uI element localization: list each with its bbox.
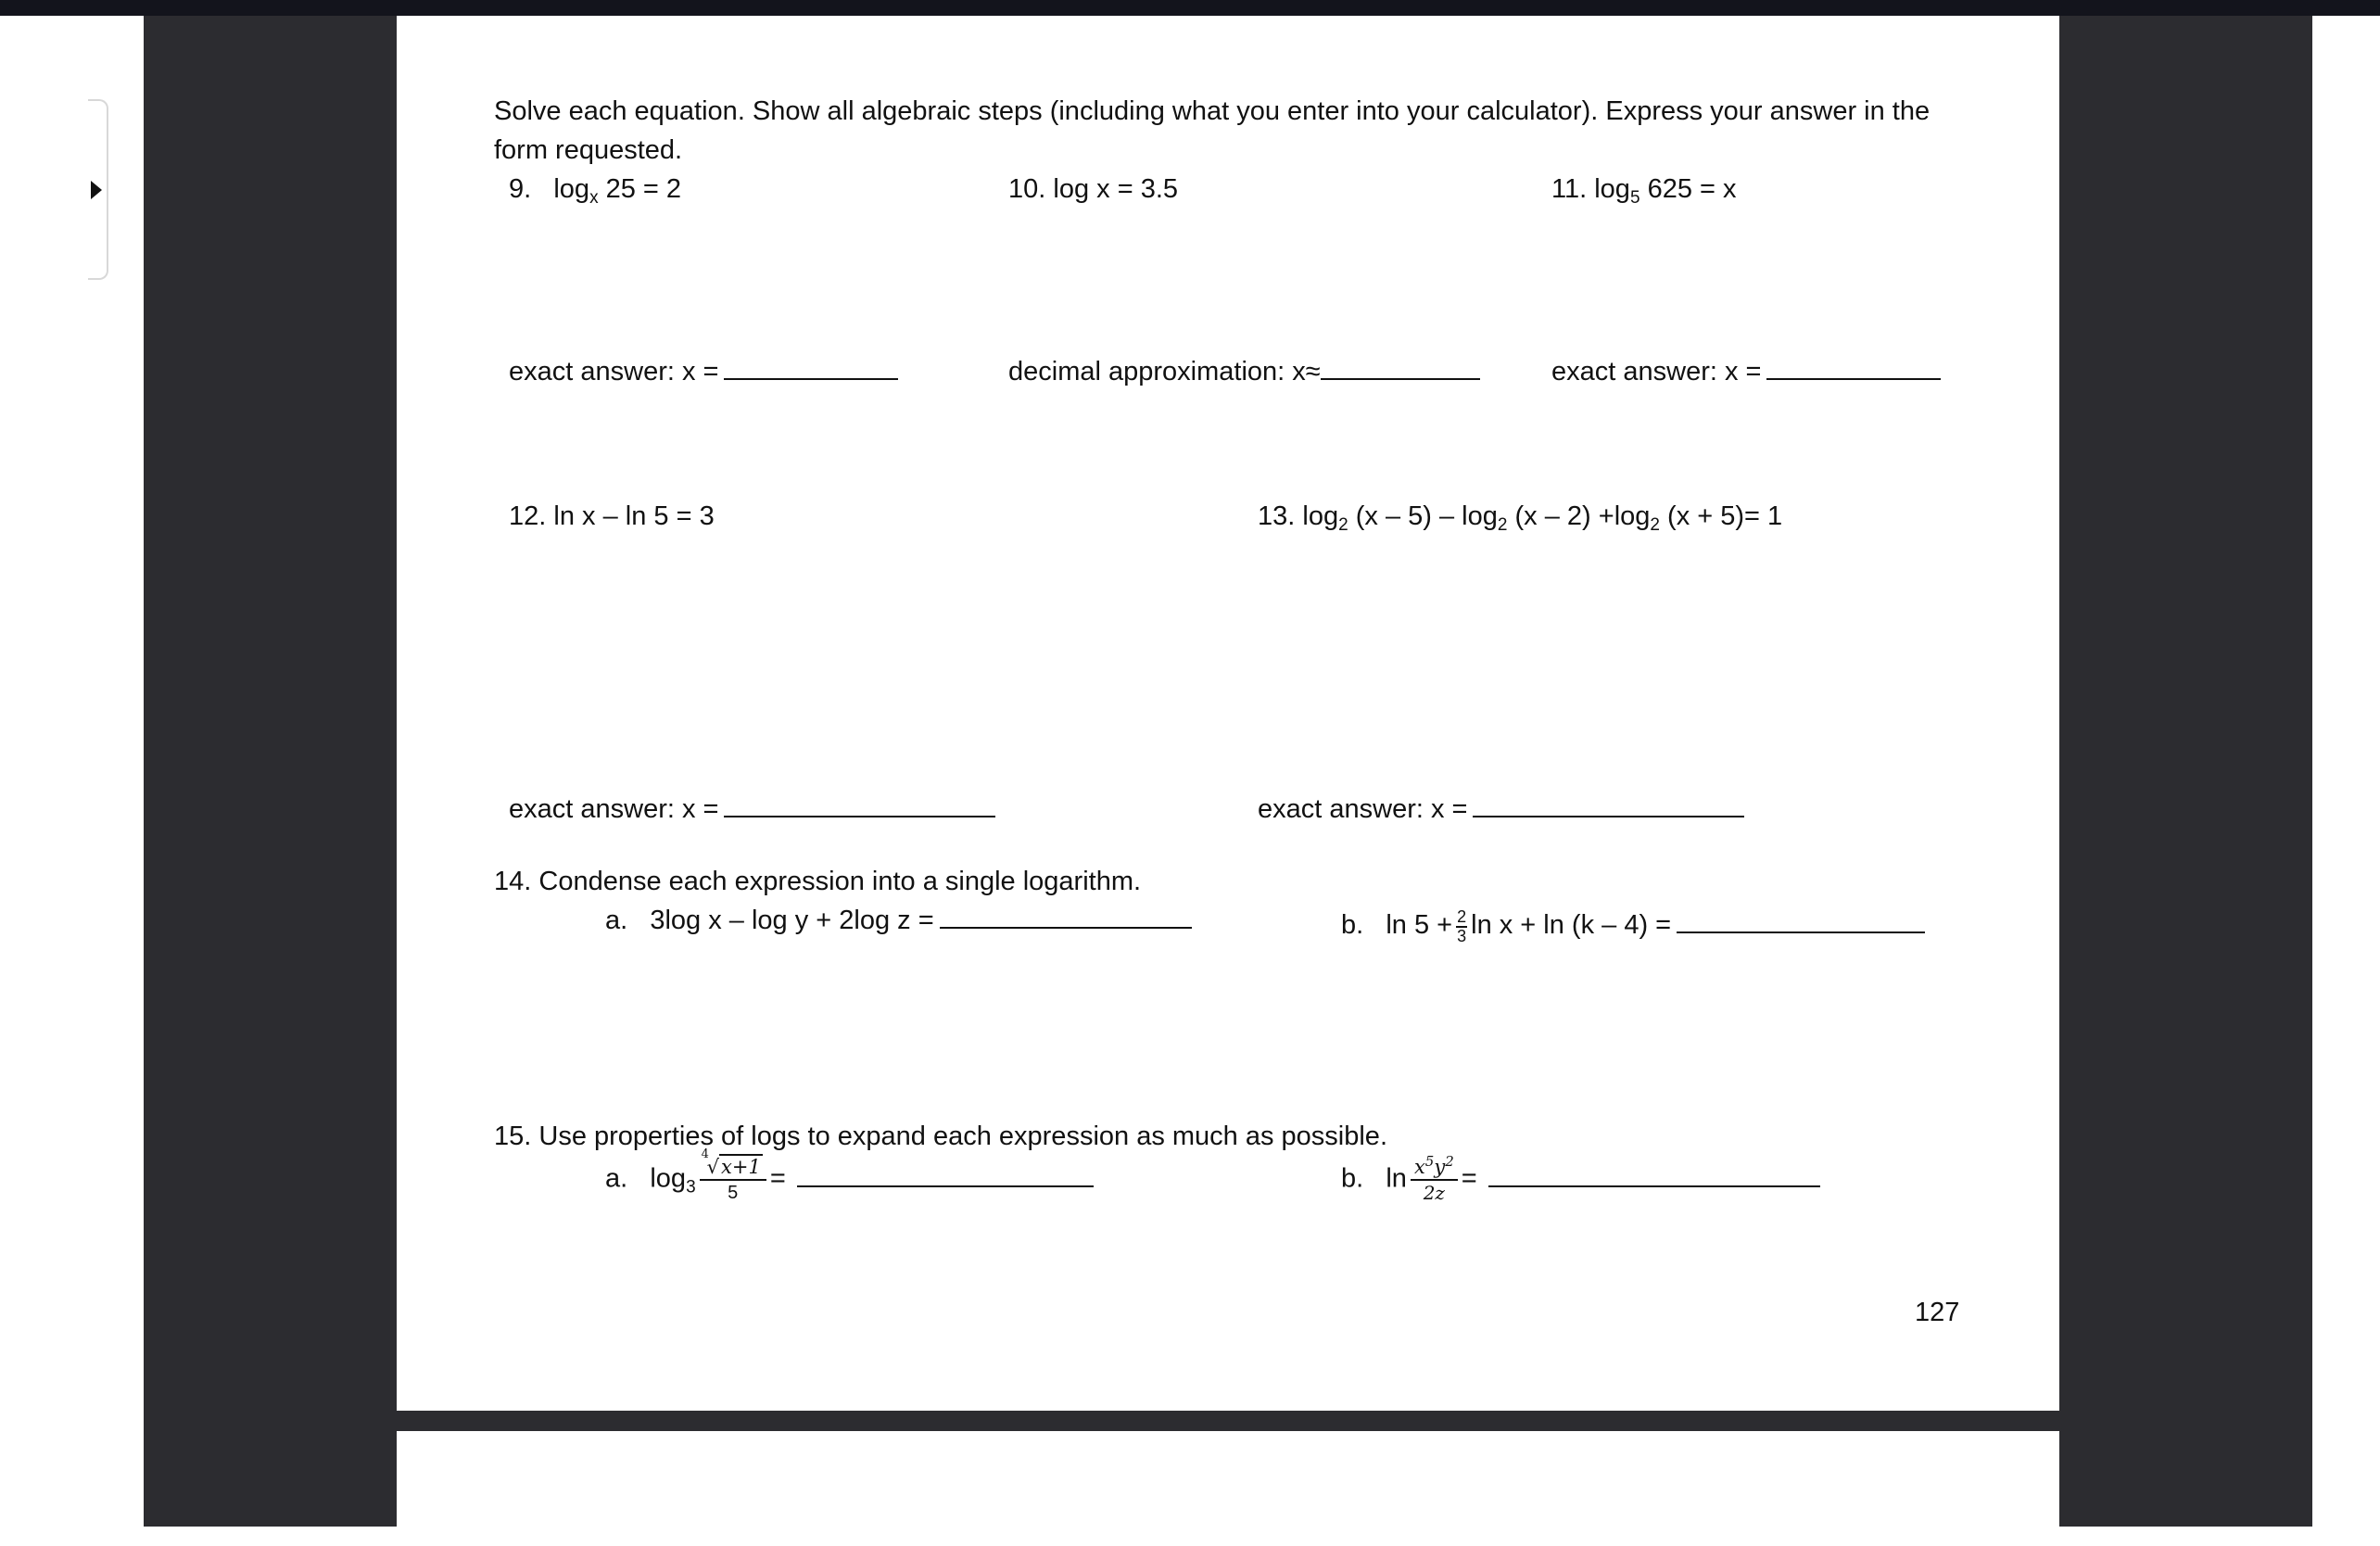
problem-14a: a. 3log x – log y + 2log z =: [605, 901, 1192, 940]
top-bar: [0, 0, 2380, 16]
problem-13: 13. $\log_2 (x - 5) - \log_2 (x - 2) +\log_2$ (x + 5)= 1: [1258, 501, 1783, 535]
problem-9: 9. $\log_x 25 = 2$: [509, 174, 682, 208]
problem-15b: b. ln $\frac{x^5y^2}{2z}$ =: [1341, 1158, 1820, 1202]
problem-15-heading: 15. Use properties of logs to expand each expression as much as possible.: [494, 1121, 1387, 1151]
right-gutter: [2059, 16, 2312, 1527]
page-separator: [397, 1411, 2059, 1431]
answer-11: exact answer: x =: [1551, 352, 1941, 391]
problem-number: 10.: [1008, 174, 1046, 204]
next-page: [397, 1431, 2059, 1527]
answer-blank[interactable]: [1677, 911, 1925, 933]
fraction: $\frac{x^5y^2}{2z}$: [1411, 1158, 1458, 1202]
problem-number: 9.: [509, 174, 532, 204]
answer-blank[interactable]: [1766, 358, 1941, 380]
answer-blank[interactable]: [724, 795, 995, 817]
document-page: [397, 16, 2059, 1411]
answer-blank[interactable]: [1321, 358, 1480, 380]
answer-9: exact answer: x =: [509, 352, 898, 391]
problem-10: 10. log x = 3.5: [1008, 174, 1179, 204]
answer-12: exact answer: x =: [509, 790, 995, 829]
problem-15a: a. $\log_3$ 4 √x+1 5 =: [605, 1158, 1094, 1202]
answer-blank[interactable]: [940, 906, 1192, 929]
problem-14b: b. ln 5 + $\frac{2}{3}$ ln x + ln (k – 4) =: [1341, 906, 1925, 944]
radical: 4 √x+1: [701, 1147, 761, 1178]
answer-13: exact answer: x =: [1258, 790, 1744, 829]
sidebar-toggle[interactable]: [88, 99, 108, 280]
page-number: 127: [1915, 1298, 1960, 1327]
fraction: $\frac{2}{3}$: [1457, 906, 1467, 945]
fraction: 4 √x+1 5: [700, 1158, 766, 1202]
answer-blank[interactable]: [1473, 795, 1744, 817]
problem-11: 11. $\log_5 625 = x$: [1551, 174, 1737, 208]
instructions-line-1: Solve each equation. Show all algebraic steps (including what you enter into your calculator). Express your answer in the: [494, 96, 1931, 126]
problem-number: 11.: [1551, 174, 1588, 204]
problem-number: 12.: [509, 501, 547, 531]
answer-blank[interactable]: [1488, 1165, 1820, 1187]
problem-number: 13.: [1258, 501, 1296, 531]
answer-blank[interactable]: [724, 358, 898, 380]
problem-12: 12. ln x – ln 5 = 3: [509, 501, 715, 531]
answer-10: decimal approximation: x≈: [1008, 352, 1480, 391]
left-gutter: [144, 16, 397, 1527]
expand-arrow-icon: [91, 181, 102, 199]
problem-14-heading: 14. Condense each expression into a single logarithm.: [494, 867, 1142, 896]
radical-sign-icon: √: [706, 1156, 720, 1178]
instructions-line-2: form requested.: [494, 135, 683, 165]
answer-blank[interactable]: [797, 1165, 1094, 1187]
